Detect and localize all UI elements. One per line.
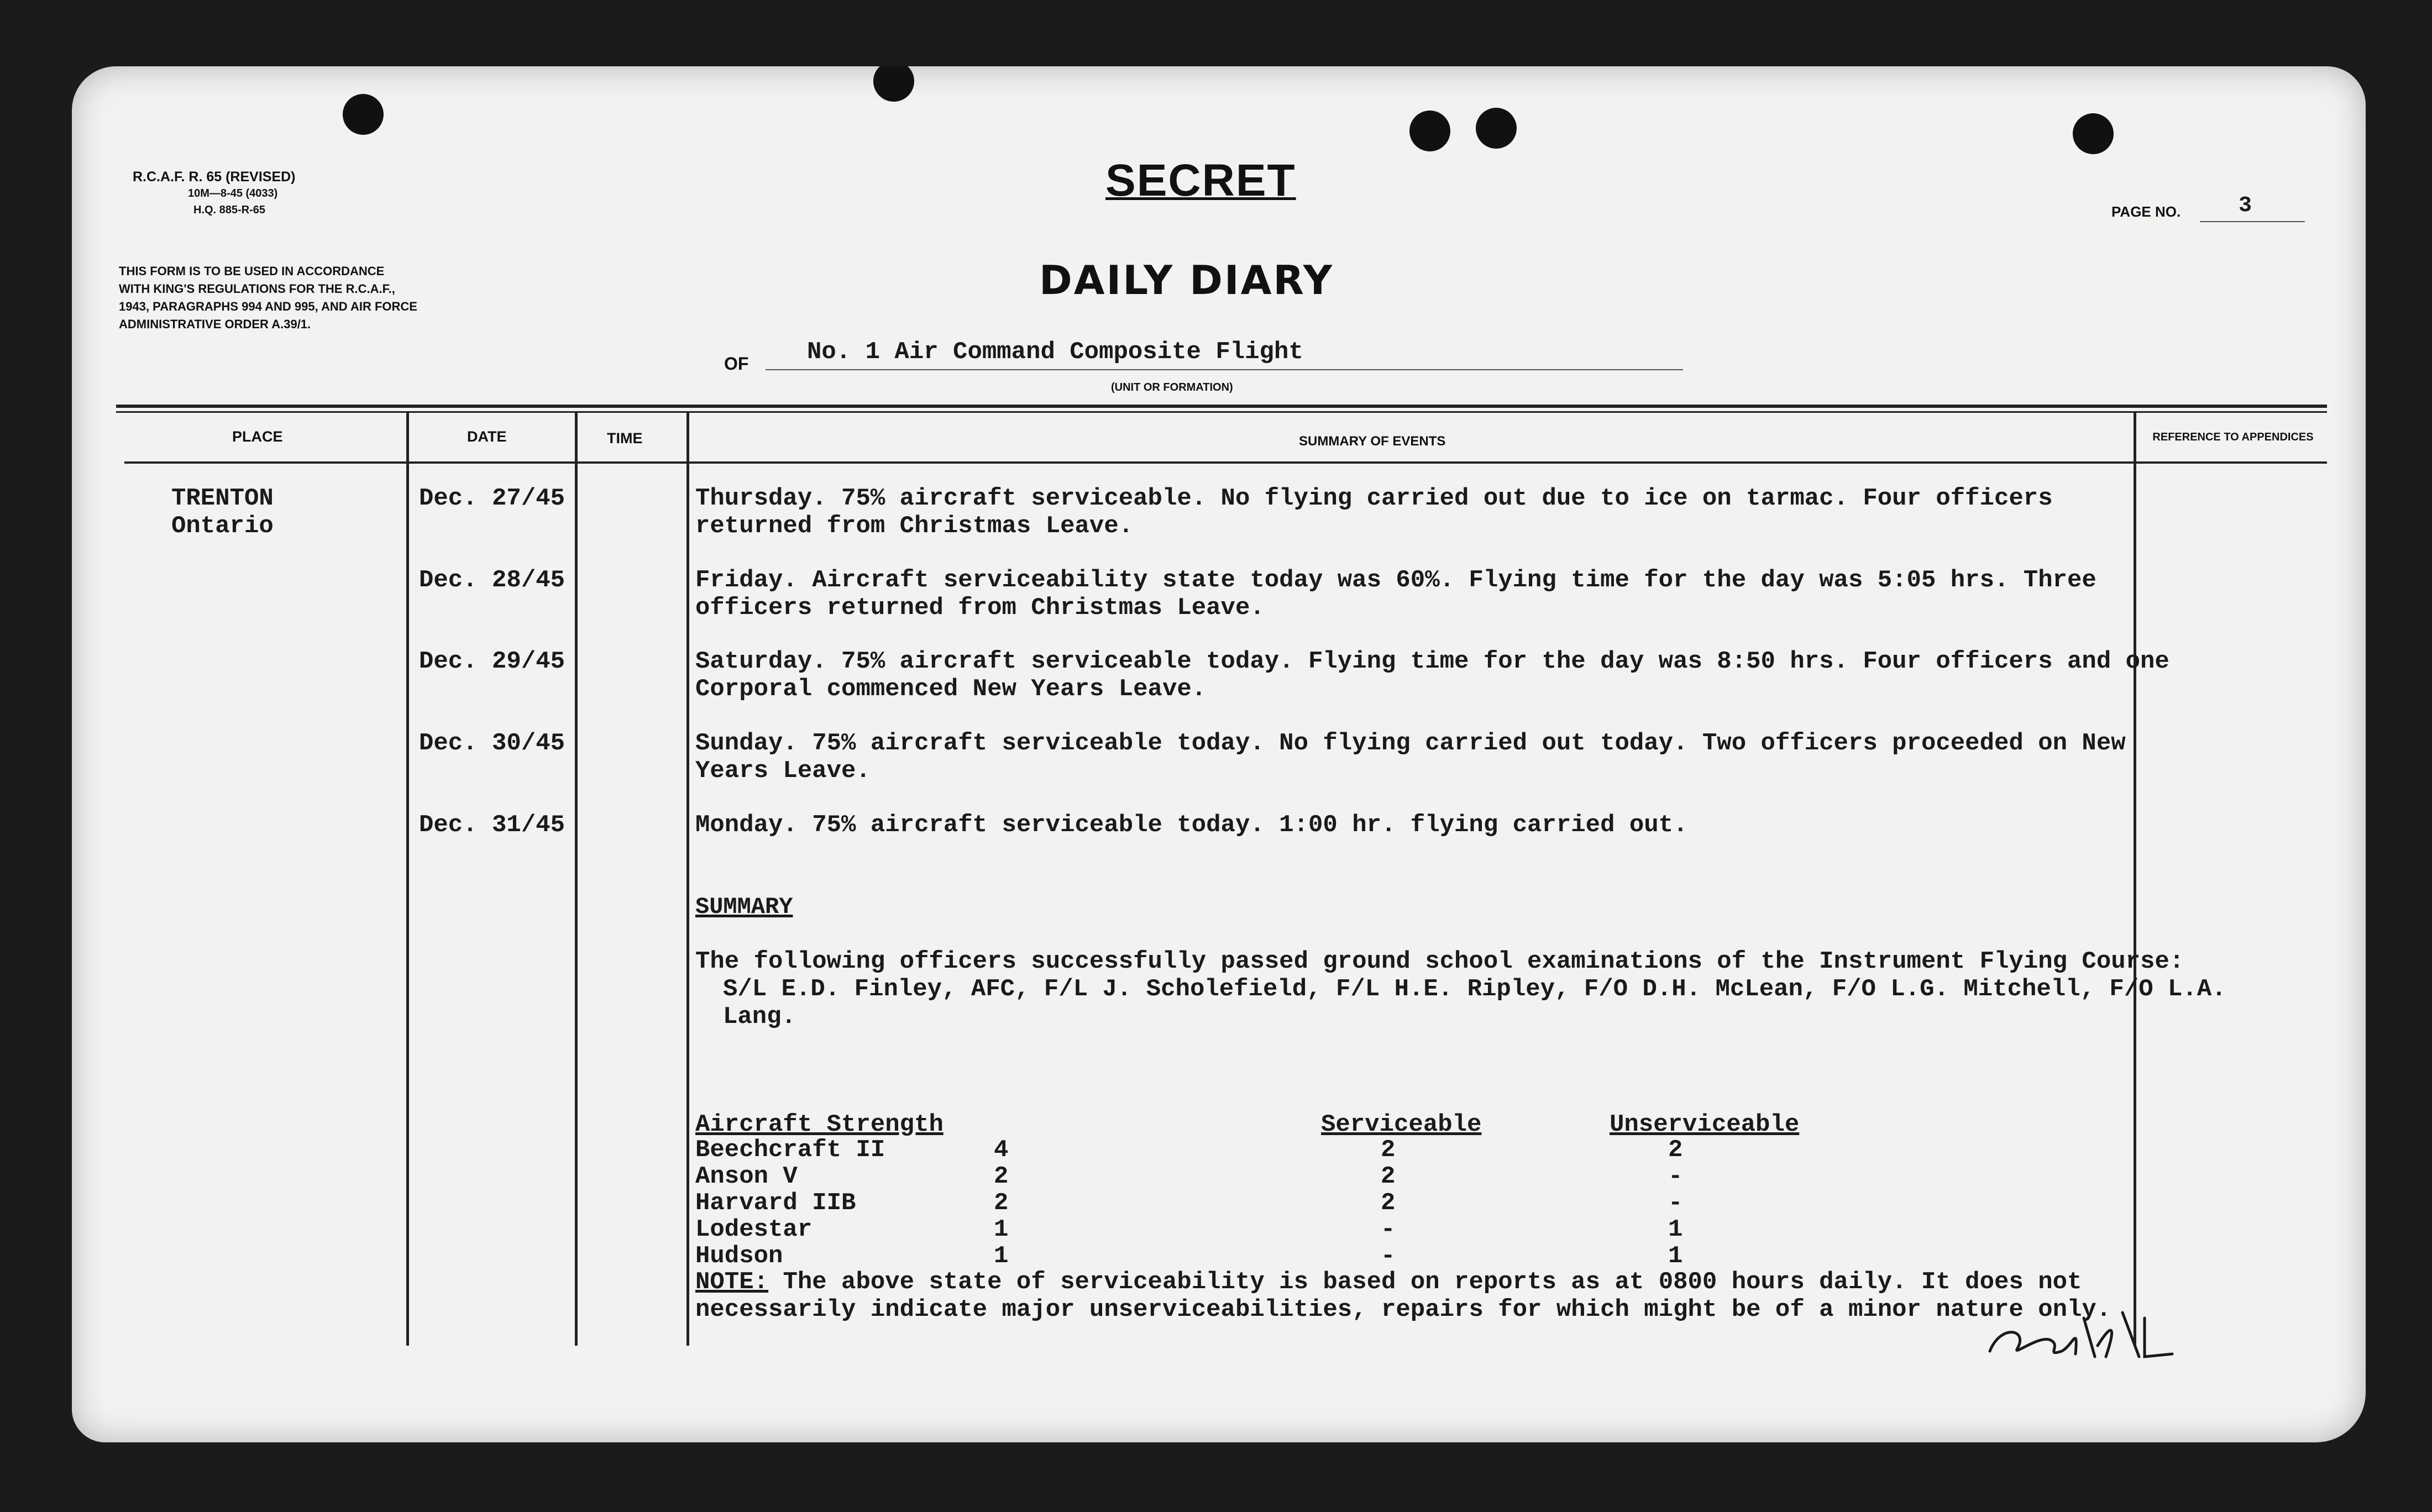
form-code: R.C.A.F. R. 65 (REVISED) 10M—8-45 (4033) H.Q. 885-R-65 [133,169,296,216]
table-top-rule-2 [116,411,2327,413]
entry-date: Dec. 27/45 [419,485,565,512]
entry-date: Dec. 30/45 [419,729,565,757]
summary-heading: SUMMARY [695,894,793,920]
strength-row: Anson V 2 2 - [695,1163,1683,1190]
entry-date: Dec. 29/45 [419,648,565,675]
entry-text: Friday. Aircraft serviceability state today was 60%. Flying time for the day was 5:05 hrs. Three officers returned from Christmas Leave. [695,566,2096,622]
column-header-summary: SUMMARY OF EVENTS [1299,434,1446,449]
signature [1979,1301,2178,1368]
strength-row: Lodestar 1 - 1 [695,1216,1683,1243]
column-header-place: PLACE [232,428,283,445]
unit-line [766,369,1683,370]
column-divider [686,412,689,1346]
column-header-time: TIME [607,430,643,447]
form-instructions: THIS FORM IS TO BE USED IN ACCORDANCE WITH KING'S REGULATIONS FOR THE R.C.A.F., 1943, PARAGRAPHS 994 AND 995, AND AIR FORCE ADMINISTRATIVE ORDER A.39/1. [119,264,417,331]
strength-row: Harvard IIB 2 2 - [695,1189,1683,1217]
punch-hole [1476,108,1517,149]
of-label: OF [724,354,749,374]
column-divider [406,412,409,1346]
column-header-reference: REFERENCE TO APPENDICES [2152,431,2314,443]
entry-date: Dec. 31/45 [419,811,565,839]
punch-hole [873,66,914,102]
strength-header-type: Aircraft Strength [695,1111,944,1138]
page-number-line [2200,221,2305,222]
column-divider [575,412,578,1346]
place-cell: TRENTON Ontario [171,485,274,540]
strength-note: NOTE: The above state of serviceability is based on reports as at 0800 hours daily. It does not necessarily indicate major unserviceabilities, repairs for which might be of a minor nature only. [695,1268,2111,1324]
diary-form [72,66,2366,1442]
table-top-rule [116,405,2327,408]
strength-row: Hudson 1 - 1 [695,1242,1683,1270]
punch-hole [2073,113,2114,154]
unit-caption: (UNIT OR FORMATION) [1111,381,1233,393]
unit-name: No. 1 Air Command Composite Flight [807,338,1303,366]
strength-header-unserviceable: Unserviceable [1610,1111,1800,1138]
page-title: DAILY DIARY [1039,257,1334,303]
punch-hole [343,94,384,135]
entry-date: Dec. 28/45 [419,566,565,594]
entry-text: Saturday. 75% aircraft serviceable today. Flying time for the day was 8:50 hrs. Four officers and one Corporal commenced New Years Leave. [695,648,2169,703]
entry-text: Thursday. 75% aircraft serviceable. No flying carried out due to ice on tarmac. Four officers returned from Christmas Leave. [695,485,2053,540]
header-rule [124,461,2327,464]
strength-header-serviceable: Serviceable [1321,1111,1482,1138]
column-header-date: DATE [467,428,507,445]
entry-text: Sunday. 75% aircraft serviceable today. No flying carried out today. Two officers proceeded on New Years Leave. [695,729,2126,785]
summary-text: The following officers successfully passed ground school examinations of the Instrument Flying Course: S/L E.D. Finley, AFC, F/L J. Scholefield, F/L H.E. Ripley, F/O D.H. McLean, F/O L.G. Mitchell, F/O L.A. Lang. [695,948,2226,1031]
strength-row: Beechcraft II 4 2 2 [695,1136,1683,1164]
entry-text: Monday. 75% aircraft serviceable today. 1:00 hr. flying carried out. [695,811,1688,839]
column-divider [2134,412,2136,1346]
punch-hole [1409,111,1450,151]
page-number: 3 [2239,193,2252,218]
classification-heading: SECRET [1105,155,1296,206]
page-number-label: PAGE NO. [2111,203,2181,220]
